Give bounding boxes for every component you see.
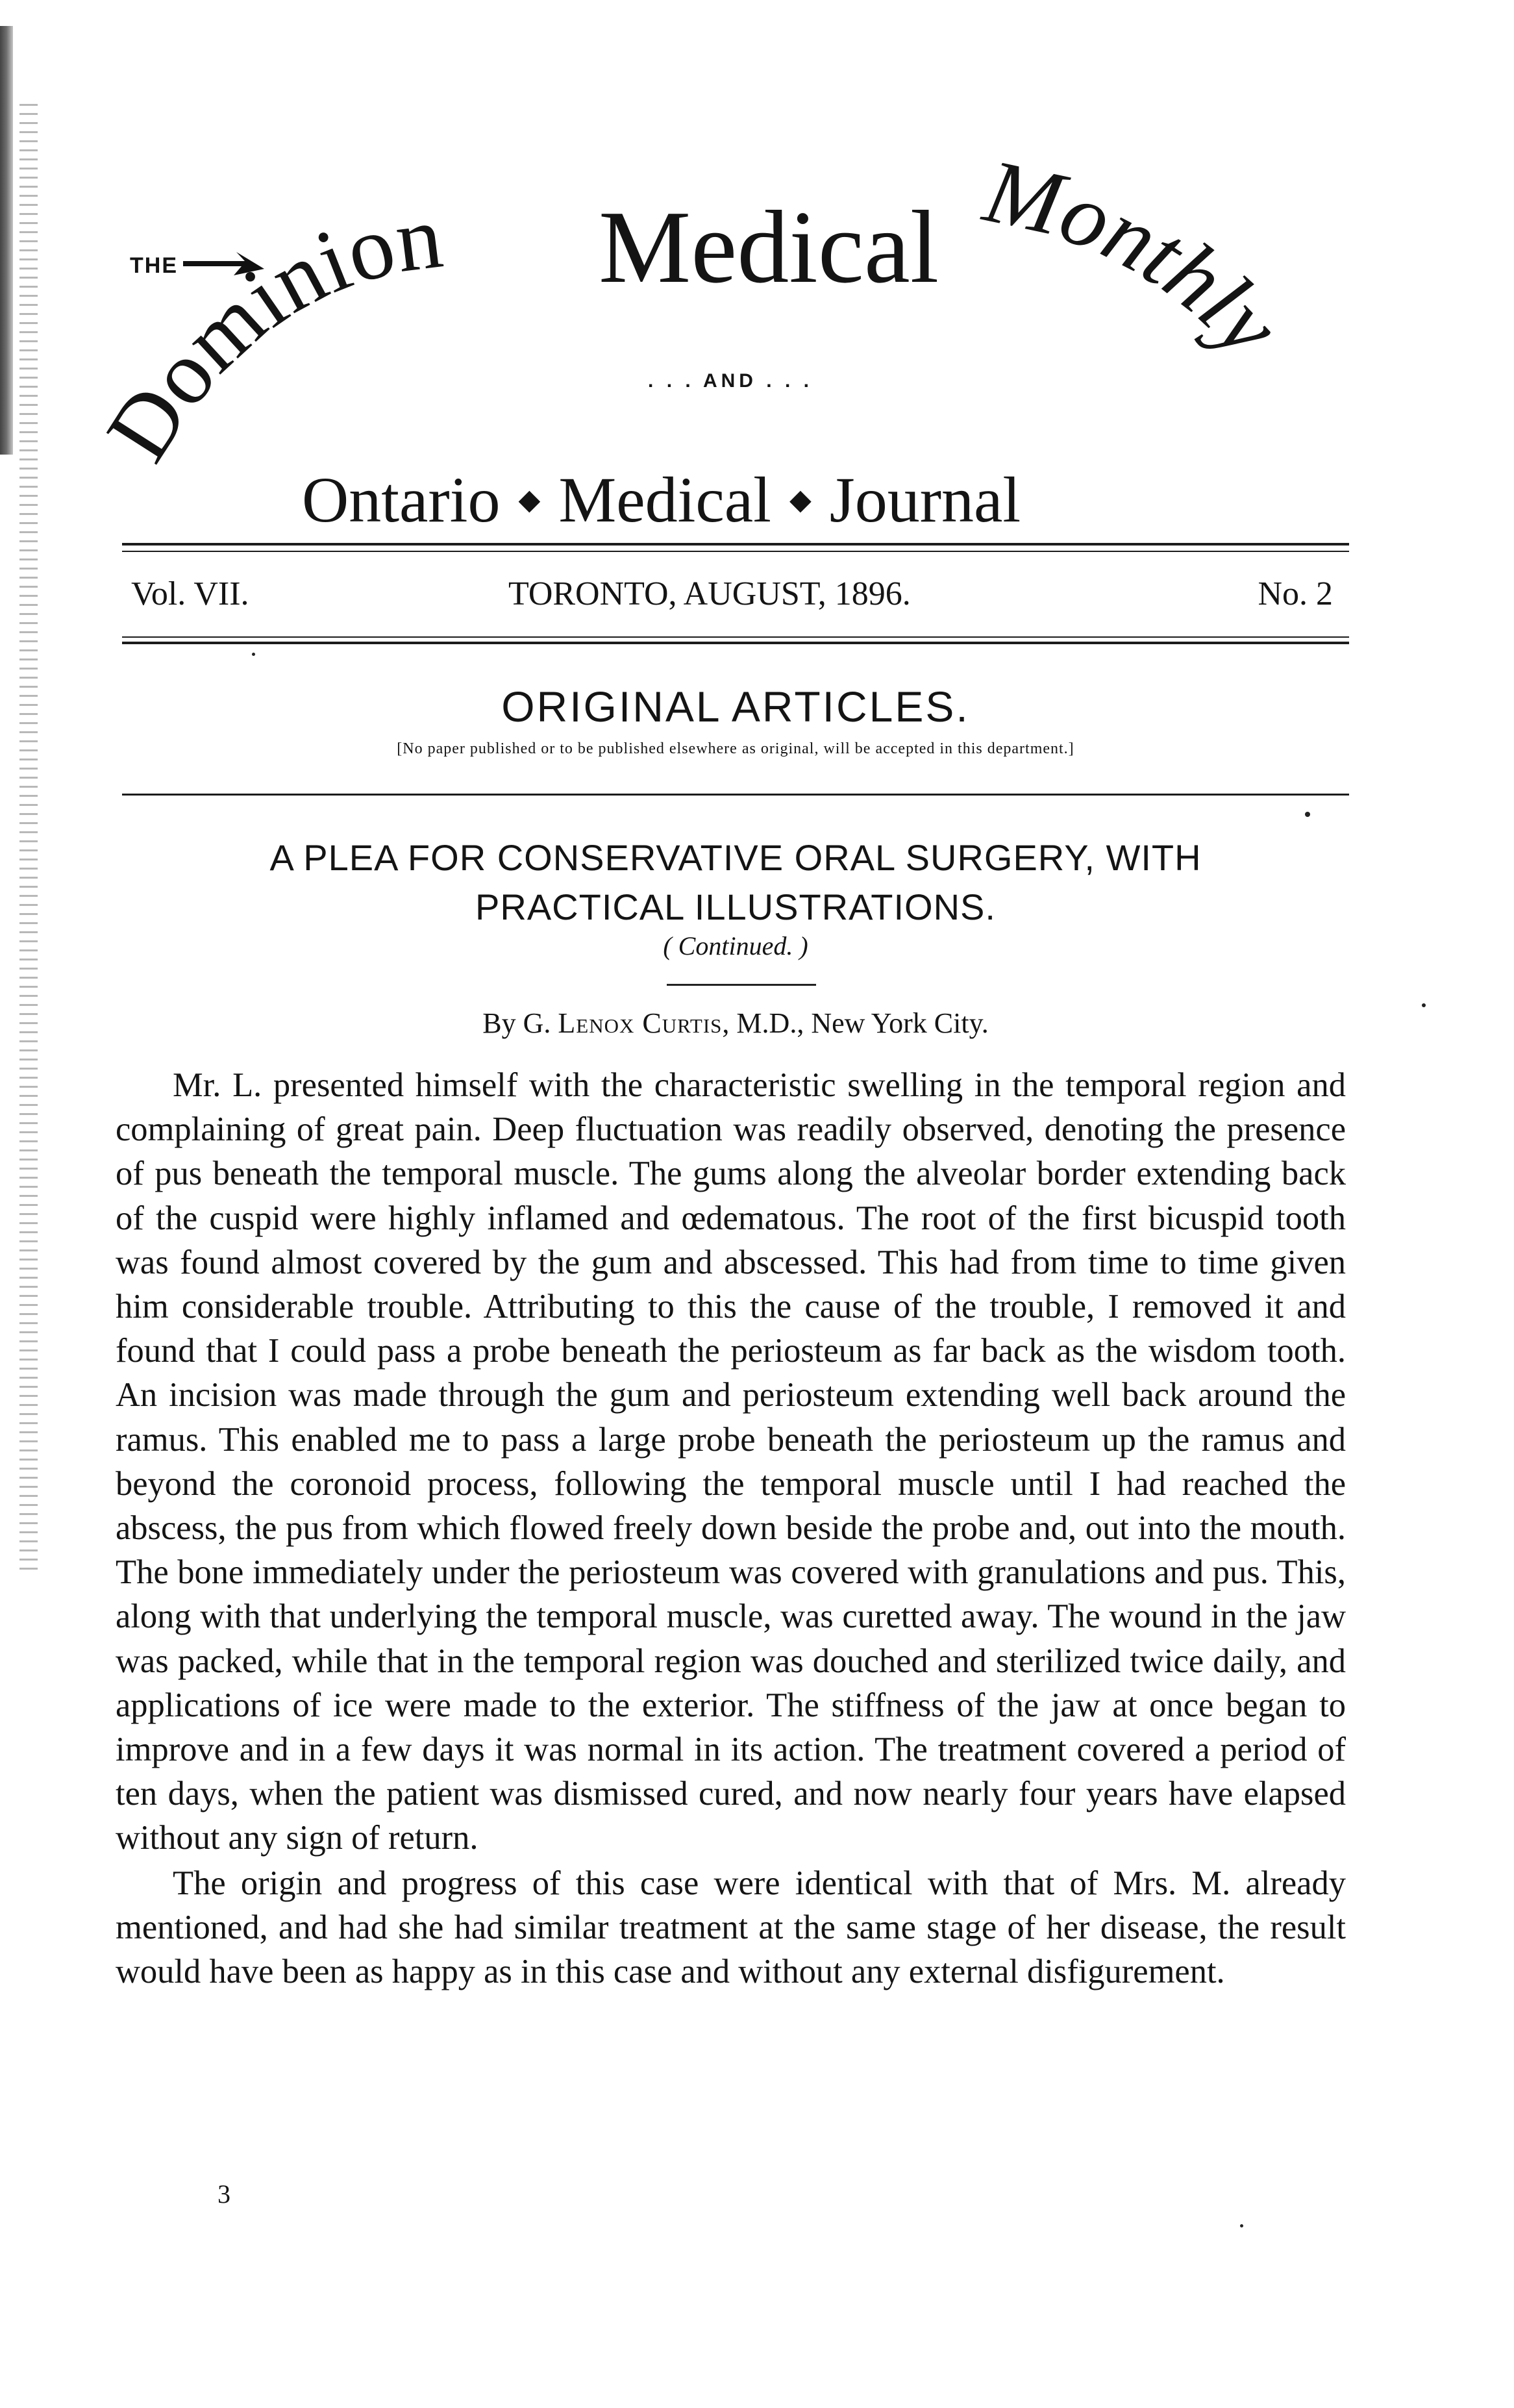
article-title-line1: A PLEA FOR CONSERVATIVE ORAL SURGERY, WITH	[269, 837, 1202, 878]
scan-binding-edge	[0, 26, 39, 1585]
article-continued: ( Continued. )	[663, 931, 808, 960]
masthead-subtitle	[302, 464, 1211, 536]
masthead-monthly	[975, 140, 1300, 375]
page-number: 3	[217, 2179, 230, 2209]
masthead-dominion	[87, 186, 447, 478]
issue-line	[122, 575, 1349, 620]
masthead-rule-thin	[122, 551, 1349, 552]
ink-speck	[1305, 812, 1310, 817]
subtitle-medical: Medical	[558, 464, 771, 536]
masthead-rule-top	[122, 543, 1349, 546]
issue-place-date: TORONTO, AUGUST, 1896.	[508, 575, 911, 612]
section-notice: [No paper published or to be published elsewhere as original, will be accepted in this department.]	[397, 740, 1074, 757]
subtitle-journal: Journal	[829, 464, 1021, 536]
section-divider	[122, 794, 1349, 796]
binding-dots	[19, 104, 38, 1572]
section-title: ORIGINAL ARTICLES.	[501, 683, 970, 731]
masthead-monthly-text: Monthly	[976, 140, 1300, 375]
body-paragraph: The origin and progress of this case were identical with that of Mrs. M. already mentioned, and had she had similar treatment at the same stage of her disease, the result would have been as happy as in this case and without any external disfigurement.	[116, 1864, 1346, 1991]
masthead	[87, 140, 1389, 546]
issue-rule-bottom	[122, 642, 1349, 644]
diamond-icon: ◆	[518, 484, 541, 516]
ink-speck	[1240, 2224, 1243, 2227]
byline-rule	[667, 984, 816, 986]
subtitle-ontario: Ontario	[302, 464, 501, 536]
article-title	[122, 833, 1349, 932]
article-byline	[122, 1007, 1349, 1040]
article-body	[116, 1063, 1346, 1994]
issue-volume: Vol. VII.	[131, 575, 249, 612]
masthead-medical: Medical	[599, 189, 939, 305]
ink-speck	[1422, 1003, 1426, 1007]
byline-suffix: , M.D., New York City.	[722, 1007, 989, 1039]
issue-rule-thin	[122, 636, 1349, 638]
article-title-line2: PRACTICAL ILLUSTRATIONS.	[475, 886, 996, 927]
masthead-the-label: THE	[130, 253, 178, 278]
byline-prefix: By G.	[482, 1007, 551, 1039]
ink-speck	[252, 653, 255, 656]
binding-shadow	[0, 26, 13, 455]
body-paragraph: Mr. L. presented himself with the characteristic swelling in the temporal region and complaining of great pain. Deep fluctuation was readily observed, denoting the presence of pus beneath the temporal muscle. The gums along the alveolar border extending back of the cuspid were highly inflamed and œdematous. The root of the first bicuspid tooth was found almost covered by the gum and abscessed. This had from time to time given him considerable trouble. Attributing to this the cause of the trouble, I removed it and found that I could pass a probe beneath the periosteum as far back as the wisdom tooth. An incision was made through the gum and periosteum extending well back around the ramus. This enabled me to pass a large probe beneath the periosteum up the ramus and beyond the coronoid process, following the temporal muscle until I had reached the abscess, the pus from which flowed freely down beside the probe and, out into the mouth. The bone immediately under the periosteum was covered with granulations and pus. This, along with that underlying the temporal muscle, was curetted away. The wound in the jaw was packed, while that in the temporal region was douched and sterilized twice daily, and applications of ice were made to the exterior. The stiffness of the jaw at once began to improve and in a few days it was normal in its action. The treatment covered a period of ten days, when the patient was dismissed cured, and now nearly four years have elapsed without any sign of return.	[116, 1066, 1346, 1857]
masthead-dominion-text: Dominion	[87, 186, 448, 478]
issue-number: No. 2	[1258, 575, 1333, 612]
byline-author: Lenox Curtis	[558, 1007, 723, 1039]
masthead-and: . . . AND . . .	[648, 370, 813, 392]
diamond-icon: ◆	[789, 484, 812, 516]
